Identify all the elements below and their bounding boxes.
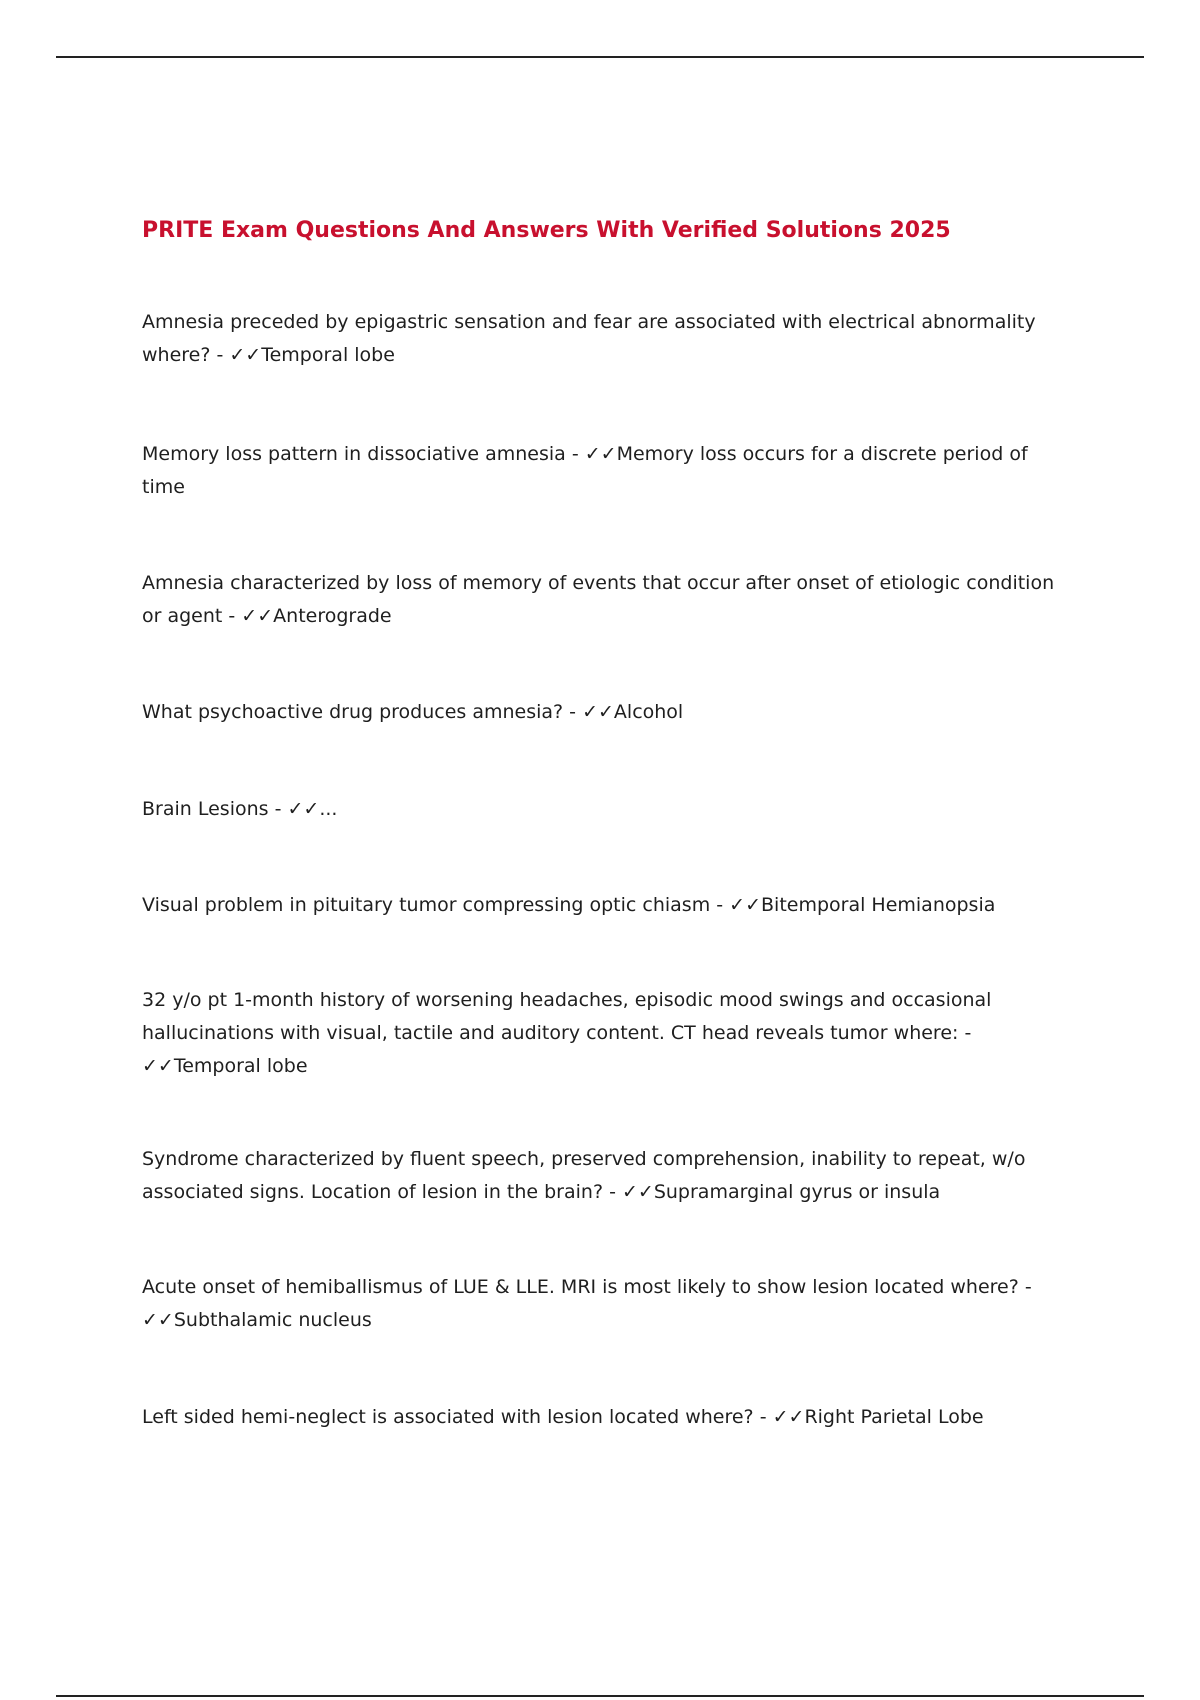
answer-text: Subthalamic nucleus [173, 1309, 372, 1331]
bottom-rule [56, 1695, 1144, 1697]
qa-item [142, 984, 1062, 1083]
top-rule [56, 56, 1144, 58]
question-text: Memory loss pattern in dissociative amnesia [142, 443, 566, 465]
check-separator: - ✓✓ [222, 605, 274, 627]
qa-item [142, 889, 1062, 922]
qa-item [142, 438, 1062, 504]
answer-text: Temporal lobe [173, 1055, 308, 1077]
qa-item [142, 793, 1062, 826]
answer-text: Memory loss occurs for a discrete period of time [142, 443, 1028, 498]
answer-text: Temporal lobe [261, 344, 395, 366]
check-separator: - ✓✓ [142, 1022, 972, 1077]
qa-item [142, 696, 1062, 729]
answer-text: Right Parietal Lobe [804, 1406, 984, 1428]
answer-text: ... [319, 798, 338, 820]
qa-item [142, 306, 1062, 372]
question-text: Visual problem in pituitary tumor compressing optic chiasm [142, 894, 711, 916]
answer-text: Alcohol [613, 701, 684, 723]
question-text: Amnesia preceded by epigastric sensation and fear are associated with electrical abnormality where? [142, 311, 1036, 366]
qa-item [142, 1143, 1062, 1209]
answer-text: Bitemporal Hemianopsia [761, 894, 996, 916]
question-text: Left sided hemi-neglect is associated with lesion located where? [142, 1406, 754, 1428]
check-separator: - ✓✓ [603, 1181, 654, 1203]
check-separator: - ✓✓ [565, 443, 617, 465]
check-separator: - ✓✓ [563, 701, 614, 723]
question-text: What psychoactive drug produces amnesia? [142, 701, 564, 723]
document-title: PRITE Exam Questions And Answers With Verified Solutions 2025 [142, 218, 951, 243]
qa-item [142, 1271, 1062, 1337]
qa-item [142, 567, 1062, 633]
check-separator: - ✓✓ [710, 894, 761, 916]
question-text: Syndrome characterized by fluent speech, preserved comprehension, inability to repeat, w/o associated signs. Location of lesion in the brain? [142, 1148, 1026, 1203]
question-text: 32 y/o pt 1-month history of worsening headaches, episodic mood swings and occasional hallucinations with visual, tactile and auditory content. CT head reveals tumor where: [142, 989, 992, 1044]
answer-text: Supramarginal gyrus or insula [653, 1181, 941, 1203]
check-separator: - ✓✓ [268, 798, 320, 820]
check-separator: - ✓✓ [142, 1276, 1032, 1331]
check-separator: - ✓✓ [210, 344, 262, 366]
question-text: Brain Lesions [142, 798, 269, 820]
question-text: Amnesia characterized by loss of memory of events that occur after onset of etiologic condition or agent [142, 572, 1055, 627]
question-text: Acute onset of hemiballismus of LUE & LLE. MRI is most likely to show lesion located where? [142, 1276, 1019, 1298]
answer-text: Anterograde [273, 605, 392, 627]
qa-item [142, 1401, 1062, 1434]
check-separator: - ✓✓ [753, 1406, 805, 1428]
